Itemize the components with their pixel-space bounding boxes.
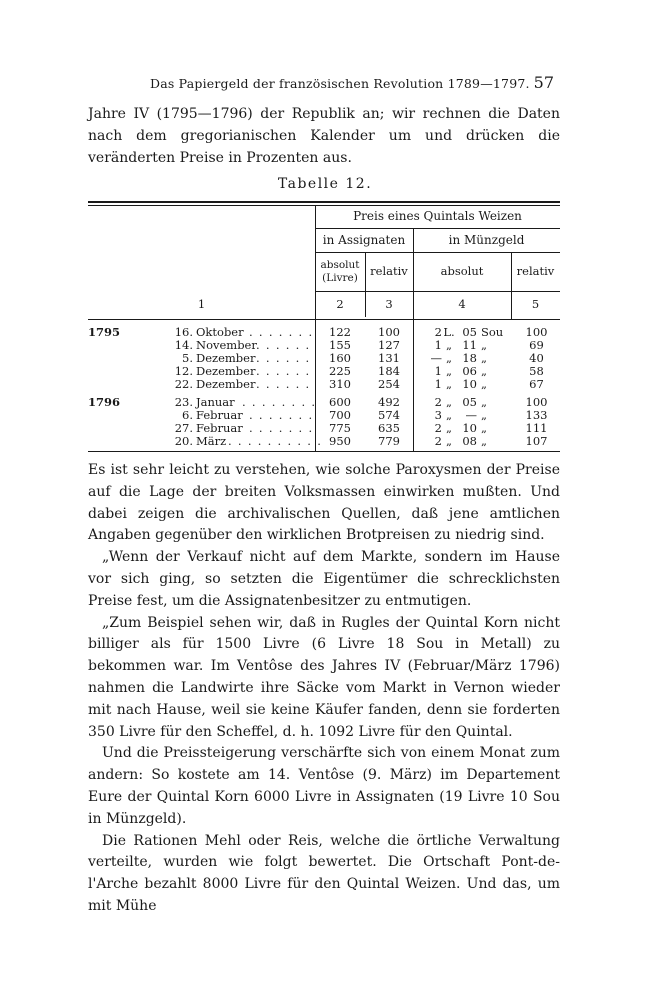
leader-dots: . . . . . . .	[249, 421, 314, 435]
cell-livre-unit: „	[446, 338, 452, 352]
running-title: Das Papiergeld der französischen Revolution 1789—1797.	[150, 76, 530, 91]
cell-sou: —	[465, 408, 477, 422]
row-day: 20.	[174, 434, 193, 448]
paragraph: Es ist sehr leicht zu verstehen, wie solche Paroxysmen der Preise auf die Lage der breiten Volksmassen einwirken mußten. Und dabei zeigen die archivalischen Quellen, daß jene amtlichen Angaben gegenüber den wirklichen Brotpreisen zu niedrig sind.	[88, 462, 560, 544]
cell-sou-unit: „	[481, 421, 487, 435]
row-day: 23.	[174, 395, 193, 409]
cell-sou: 18	[462, 351, 477, 365]
cell-livre-unit: „	[446, 395, 452, 409]
row-day: 6.	[182, 408, 193, 422]
table-top-rule	[88, 201, 560, 203]
cell-relativ-muenz: 111	[525, 421, 548, 435]
cell-sou-unit: Sou	[481, 325, 504, 339]
cell-absolut-livre: 950	[329, 434, 351, 448]
page-number: 57	[533, 73, 554, 92]
table-bottom-rule	[88, 451, 560, 452]
header-absolut-livre	[315, 259, 365, 285]
table-top-rule-thin	[88, 205, 560, 206]
cell-relativ-muenz: 67	[529, 377, 544, 391]
cell-sou-unit: „	[481, 351, 487, 365]
column-number-1: 1	[197, 297, 206, 311]
cell-relativ-muenz: 133	[525, 408, 548, 422]
cell-sou-unit: „	[481, 377, 487, 391]
leader-dots: . . . . . .	[256, 364, 311, 378]
cell-absolut-livre: 775	[329, 421, 351, 435]
paragraph: „Wenn der Verkauf nicht auf dem Markte, sondern im Hause vor sich ging, so setzten die Eigentümer die schrecklichsten Preise fest, um die Assignatenbesitzer zu entmutigen.	[88, 549, 560, 609]
leader-dots: . . . . . . .	[249, 408, 314, 422]
leader-dots: . . . . . .	[256, 351, 311, 365]
table-row	[88, 435, 560, 448]
leader-dots: . . . . . .	[256, 377, 311, 391]
cell-absolut-livre: 600	[329, 395, 351, 409]
cell-sou-unit: „	[481, 408, 487, 422]
row-day: 27.	[174, 421, 193, 435]
row-day: 22.	[174, 377, 193, 391]
leader-dots: . . . . . . . . . .	[228, 434, 323, 448]
row-day: 5.	[182, 351, 193, 365]
table-row	[88, 422, 560, 435]
cell-livre: 2	[434, 325, 442, 339]
leader-dots: . . . . . .	[256, 338, 311, 352]
row-month: Dezember	[196, 377, 256, 391]
cell-livre: 2	[434, 434, 442, 448]
cell-relativ-muenz: 40	[529, 351, 544, 365]
row-year: 1795	[88, 325, 121, 339]
row-month: November	[196, 338, 257, 352]
table-row	[88, 409, 560, 422]
cell-absolut-livre: 122	[329, 325, 351, 339]
cell-absolut-livre: 310	[329, 377, 351, 391]
cell-sou: 08	[462, 434, 477, 448]
cell-sou: 11	[462, 338, 477, 352]
cell-sou: 10	[462, 421, 477, 435]
cell-relativ: 131	[378, 351, 400, 365]
cell-relativ-muenz: 69	[529, 338, 544, 352]
cell-livre: —	[430, 351, 442, 365]
cell-sou: 06	[462, 364, 477, 378]
cell-livre: 1	[434, 338, 442, 352]
intro-paragraph: Jahre IV (1795—1796) der Republik an; wir rechnen die Daten nach dem gregorianischen Kalender um und drücken die veränderten Preise in Prozenten aus.	[88, 106, 560, 166]
cell-sou-unit: „	[481, 364, 487, 378]
cell-absolut-livre: 160	[329, 351, 351, 365]
paragraph: Die Rationen Mehl oder Reis, welche die örtliche Verwaltung verteilte, wurden wie folgt bewertet. Die Ortschaft Pont-de-l'Arche bezahlt 8000 Livre für den Quintal Weizen. Und das, um mit Mühe	[88, 832, 560, 914]
row-month: Dezember	[196, 351, 256, 365]
row-month: Februar	[196, 408, 243, 422]
cell-livre-unit: „	[446, 434, 452, 448]
cell-livre-unit: „	[446, 351, 452, 365]
cell-relativ: 127	[378, 338, 400, 352]
row-day: 12.	[174, 364, 193, 378]
column-number-4: 4	[458, 297, 466, 311]
column-header-rule	[315, 291, 560, 292]
cell-relativ-muenz: 100	[525, 395, 548, 409]
cell-livre-unit: „	[446, 421, 452, 435]
cell-relativ-muenz: 100	[525, 325, 548, 339]
cell-relativ: 184	[378, 364, 400, 378]
row-month: Dezember	[196, 364, 256, 378]
cell-absolut-livre: 225	[329, 364, 351, 378]
cell-livre-unit: „	[446, 408, 452, 422]
table-row	[88, 365, 560, 378]
table-header-rule	[88, 319, 560, 320]
subheader-rule	[315, 252, 560, 253]
cell-sou: 05	[462, 395, 477, 409]
row-month: Februar	[196, 421, 243, 435]
cell-relativ-muenz: 107	[525, 434, 548, 448]
column-number-3: 3	[385, 297, 393, 311]
cell-relativ: 635	[378, 421, 400, 435]
column-number-5: 5	[531, 297, 540, 311]
cell-livre-unit: „	[446, 377, 452, 391]
header-absolut-livre-line1: absolut	[320, 259, 360, 271]
cell-sou: 05	[462, 325, 477, 339]
paragraph: „Zum Beispiel sehen wir, daß in Rugles der Quintal Korn nicht billiger als für 1500 Livre (6 Livre 18 Sou in Metall) zu bekommen war. Im Ventôse des Jahres IV (Februar/März 1796) nahmen die Landwirte ihre Säcke vom Markt in Vernon wieder mit nach Hause, weil sie keine Käufer fanden, denn sie forderten 350 Livre für den Scheffel, d. h. 1092 Livre für den Quintal.	[88, 614, 560, 740]
cell-relativ: 254	[378, 377, 400, 391]
cell-livre: 2	[434, 395, 442, 409]
cell-livre-unit: „	[446, 364, 452, 378]
cell-absolut-livre: 155	[329, 338, 351, 352]
table-caption: Tabelle 12.	[277, 176, 373, 192]
table-row	[88, 339, 560, 352]
cell-livre: 2	[434, 421, 442, 435]
table-row	[88, 352, 560, 365]
cell-sou-unit: „	[481, 434, 487, 448]
leader-dots: . . . . . . . .	[242, 395, 317, 409]
group-header: Preis eines Quintals Weizen	[353, 209, 522, 223]
cell-relativ: 492	[378, 395, 400, 409]
table-row	[88, 378, 560, 391]
cell-livre: 3	[434, 408, 442, 422]
body-text	[88, 460, 560, 918]
cell-sou: 10	[462, 377, 477, 391]
table-row	[88, 396, 560, 409]
table-row	[88, 326, 560, 339]
cell-relativ: 779	[378, 434, 400, 448]
row-month: Oktober	[196, 325, 244, 339]
row-day: 14.	[174, 338, 193, 352]
row-month: Januar	[196, 395, 235, 409]
cell-sou-unit: „	[481, 338, 487, 352]
row-year: 1796	[88, 395, 121, 409]
cell-sou-unit: „	[481, 395, 487, 409]
header-absolut-livre-line2: (Livre)	[322, 272, 358, 284]
paragraph: Und die Preissteigerung verschärfte sich von einem Monat zum andern: So kostete am 14. Ventôse (9. März) im Departement Eure der Quintal Korn 6000 Livre in Assignaten (19 Livre 10 Sou in Münzgeld).	[88, 745, 560, 827]
cell-relativ: 574	[378, 408, 400, 422]
row-day: 16.	[174, 325, 193, 339]
leader-dots: . . . . . . .	[249, 325, 314, 339]
cell-absolut-livre: 700	[329, 408, 351, 422]
header-relativ-2: relativ	[516, 264, 555, 278]
cell-livre: 1	[434, 377, 442, 391]
cell-relativ-muenz: 58	[529, 364, 544, 378]
subheader-muenzgeld: in Münzgeld	[448, 233, 525, 247]
column-number-2: 2	[336, 297, 344, 311]
header-absolut: absolut	[440, 264, 484, 278]
cell-livre-unit: L.	[443, 325, 455, 339]
header-relativ: relativ	[370, 264, 408, 278]
cell-livre: 1	[434, 364, 442, 378]
subheader-assignaten: in Assignaten	[322, 233, 406, 247]
group-header-rule	[315, 228, 560, 229]
row-month: März	[196, 434, 227, 448]
cell-relativ: 100	[378, 325, 400, 339]
